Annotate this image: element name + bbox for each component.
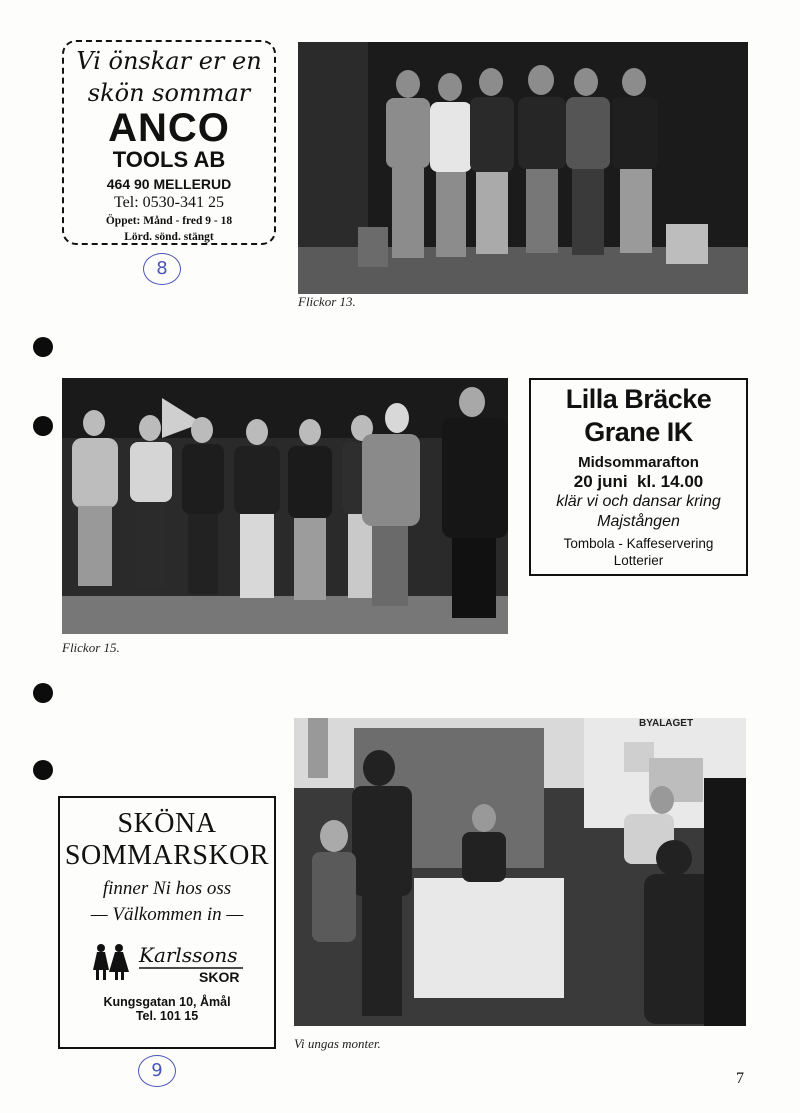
punch-hole <box>33 337 53 357</box>
ad-title-line2: SOMMARSKOR <box>64 840 270 871</box>
byalaget-sign: BYALAGET <box>639 718 694 729</box>
photo-girls-15 <box>62 378 508 634</box>
caption-photo2: Flickor 15. <box>62 640 120 655</box>
ad-tagline: finner Ni hos oss <box>102 878 232 899</box>
ad-extras-line2: Lotterier <box>613 553 664 568</box>
ad-phone: Tel: 0530-341 25 <box>114 194 224 211</box>
ad-welcome: — Välkommen in — <box>90 904 244 925</box>
ad-hours-weekday: Öppet: Månd - fred 9 - 18 <box>105 215 233 227</box>
ad-brand-subtitle: TOOLS AB <box>112 147 226 172</box>
ad-greeting-line1: Vi önskar er en <box>76 47 262 75</box>
lilla-bracke-ad <box>529 378 748 576</box>
punch-hole <box>33 760 53 780</box>
ad-event: Midsommarafton <box>578 454 699 471</box>
ad-description-line1: klär vi och dansar kring <box>556 493 721 510</box>
ad-title-line1: Lilla Bräcke <box>565 384 712 414</box>
ad-datetime: 20 juni kl. 14.00 <box>573 472 704 491</box>
ad-title-line2: Grane IK <box>584 417 693 447</box>
logo-script-text: Karlssons <box>139 943 238 967</box>
caption-photo1: Flickor 13. <box>298 294 356 309</box>
ad-address: 464 90 MELLERUD <box>106 176 232 192</box>
ad-description-line2: Majstången <box>597 513 680 530</box>
ad-greeting-line2: skön sommar <box>87 79 251 107</box>
photo-vi-ungas-monter <box>294 718 746 1026</box>
ad-phone: Tel. 101 15 <box>135 1009 199 1023</box>
punch-hole <box>33 683 53 703</box>
handwritten-annotation: 8 <box>143 253 181 285</box>
ad-extras-line1: Tombola - Kaffeservering <box>563 536 714 551</box>
photo-girls-13 <box>298 42 748 294</box>
caption-photo3: Vi ungas monter. <box>294 1036 381 1051</box>
ad-brand-name: ANCO <box>108 106 230 150</box>
punch-hole <box>33 416 53 436</box>
ad-street-address: Kungsgatan 10, Åmål <box>103 995 231 1009</box>
page-number: 7 <box>736 1070 744 1087</box>
karlssons-skor-logo <box>60 936 274 991</box>
ad-title-line1: SKÖNA <box>117 808 217 839</box>
handwritten-annotation: 9 <box>138 1055 176 1087</box>
ad-hours-weekend: Lörd. sönd. stängt <box>124 231 214 243</box>
anco-tools-ad <box>62 40 276 245</box>
skona-sommarskor-ad <box>58 796 276 1049</box>
logo-skor-text: SKOR <box>199 969 240 985</box>
